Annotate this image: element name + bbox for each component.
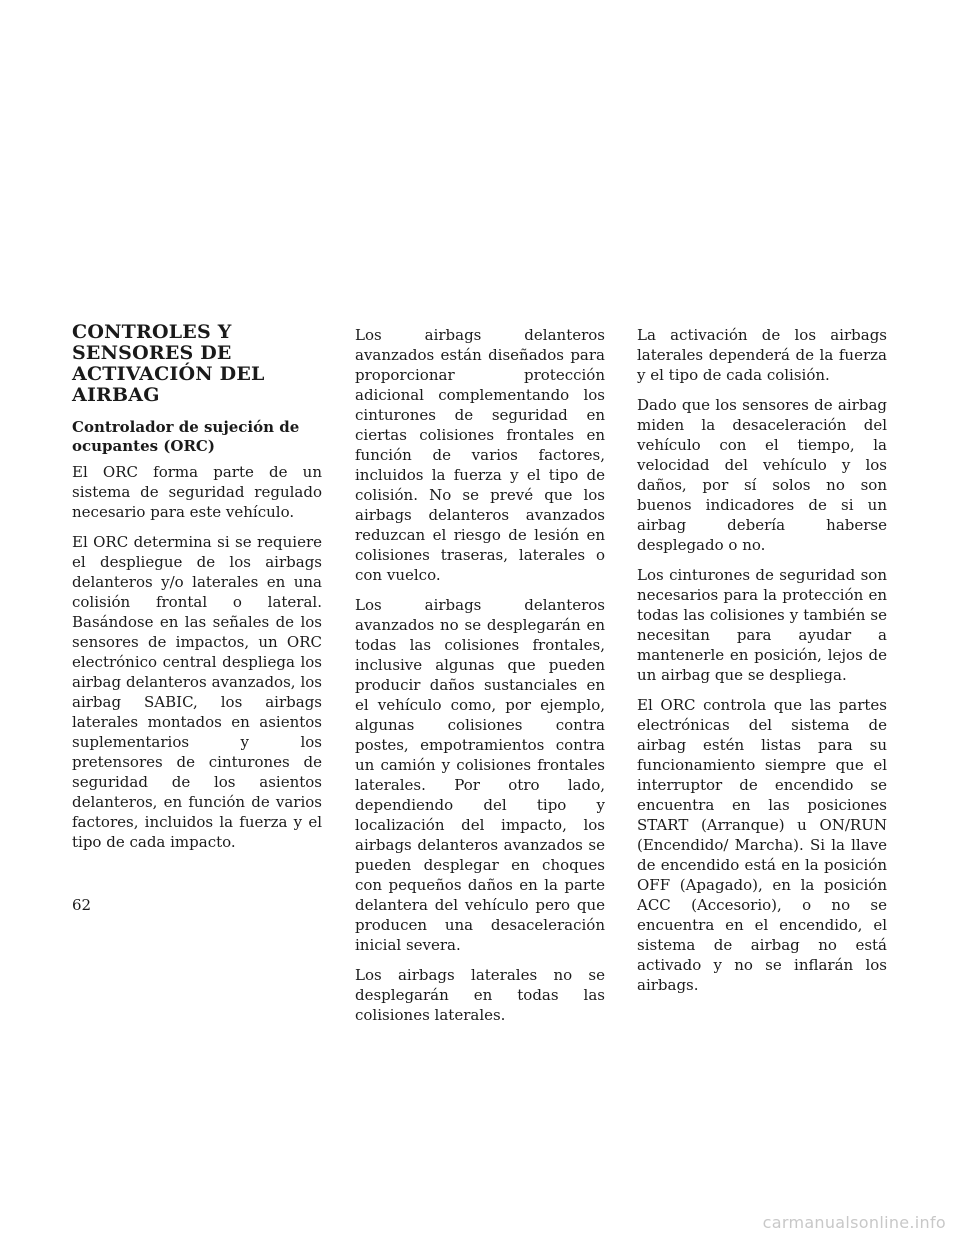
- paragraph: La activación de los airbags laterales dependerá de la fuerza y el tipo de cada colisión.: [637, 326, 887, 384]
- watermark: carmanualsonline.info: [762, 1213, 946, 1232]
- paragraph: Los cinturones de seguridad son necesarios para la protección en todas las colisiones y también se necesitan para ayudar a mantenerle en posición, lejos de un airbag que se despliega.: [637, 566, 887, 684]
- paragraph: Dado que los sensores de airbag miden la desaceleración del vehículo con el tiempo, la velocidad del vehículo y los daños, por sí solos no son buenos indicadores de si un airbag debería haberse desplegado o no.: [637, 396, 887, 554]
- paragraph: Los airbags laterales no se desplegarán en todas las colisiones laterales.: [355, 966, 605, 1024]
- subsection-title: Controlador de sujeción de ocupantes (ORC): [72, 418, 300, 455]
- section-title: CONTROLES Y SENSORES DE ACTIVACIÓN DEL AIRBAG: [72, 321, 265, 406]
- column-1: [72, 322, 322, 862]
- paragraph: El ORC forma parte de un sistema de seguridad regulado necesario para este vehículo.: [72, 463, 322, 521]
- paragraph: El ORC determina si se requiere el despliegue de los airbags delanteros y/o laterales en una colisión frontal o lateral. Basándose en las señales de los sensores de impactos, un ORC electrónico central despliega los airbag delanteros avanzados, los airbag SABIC, los airbags laterales montados en asientos suplementarios y los pretensores de cinturones de seguridad de los asientos delanteros, en función de varios factores, incluidos la fuerza y el tipo de cada impacto.: [72, 533, 322, 851]
- paragraph: El ORC controla que las partes electrónicas del sistema de airbag estén listas para su funcionamiento siempre que el interruptor de encendido se encuentra en las posiciones START (Arranque) u ON/RUN (Encendido/ Marcha). Si la llave de encendido está en la posición OFF (Apagado), en la posición ACC (Accesorio), o no se encuentra en el encendido, el sistema de airbag no está activado y no se inflarán los airbags.: [637, 696, 887, 994]
- column-2: [355, 325, 605, 1035]
- column-3: [637, 325, 887, 1005]
- page-number: 62: [72, 896, 92, 914]
- paragraph: Los airbags delanteros avanzados están diseñados para proporcionar protección adicional complementando los cinturones de seguridad en ciertas colisiones frontales en función de varios factores, incluidos la fuerza y el tipo de colisión. No se prevé que los airbags delanteros avanzados reduzcan el riesgo de lesión en colisiones traseras, laterales o con vuelco.: [355, 326, 605, 584]
- paragraph: Los airbags delanteros avanzados no se desplegarán en todas las colisiones frontales, inclusive algunas que pueden producir daños sustanciales en el vehículo como, por ejemplo, algunas colisiones contra postes, empotramientos contra un camión y colisiones frontales laterales. Por otro lado, dependiendo del tipo y localización del impacto, los airbags delanteros avanzados se pueden desplegar en choques con pequeños daños en la parte delantera del vehículo pero que producen una desaceleración inicial severa.: [355, 596, 605, 954]
